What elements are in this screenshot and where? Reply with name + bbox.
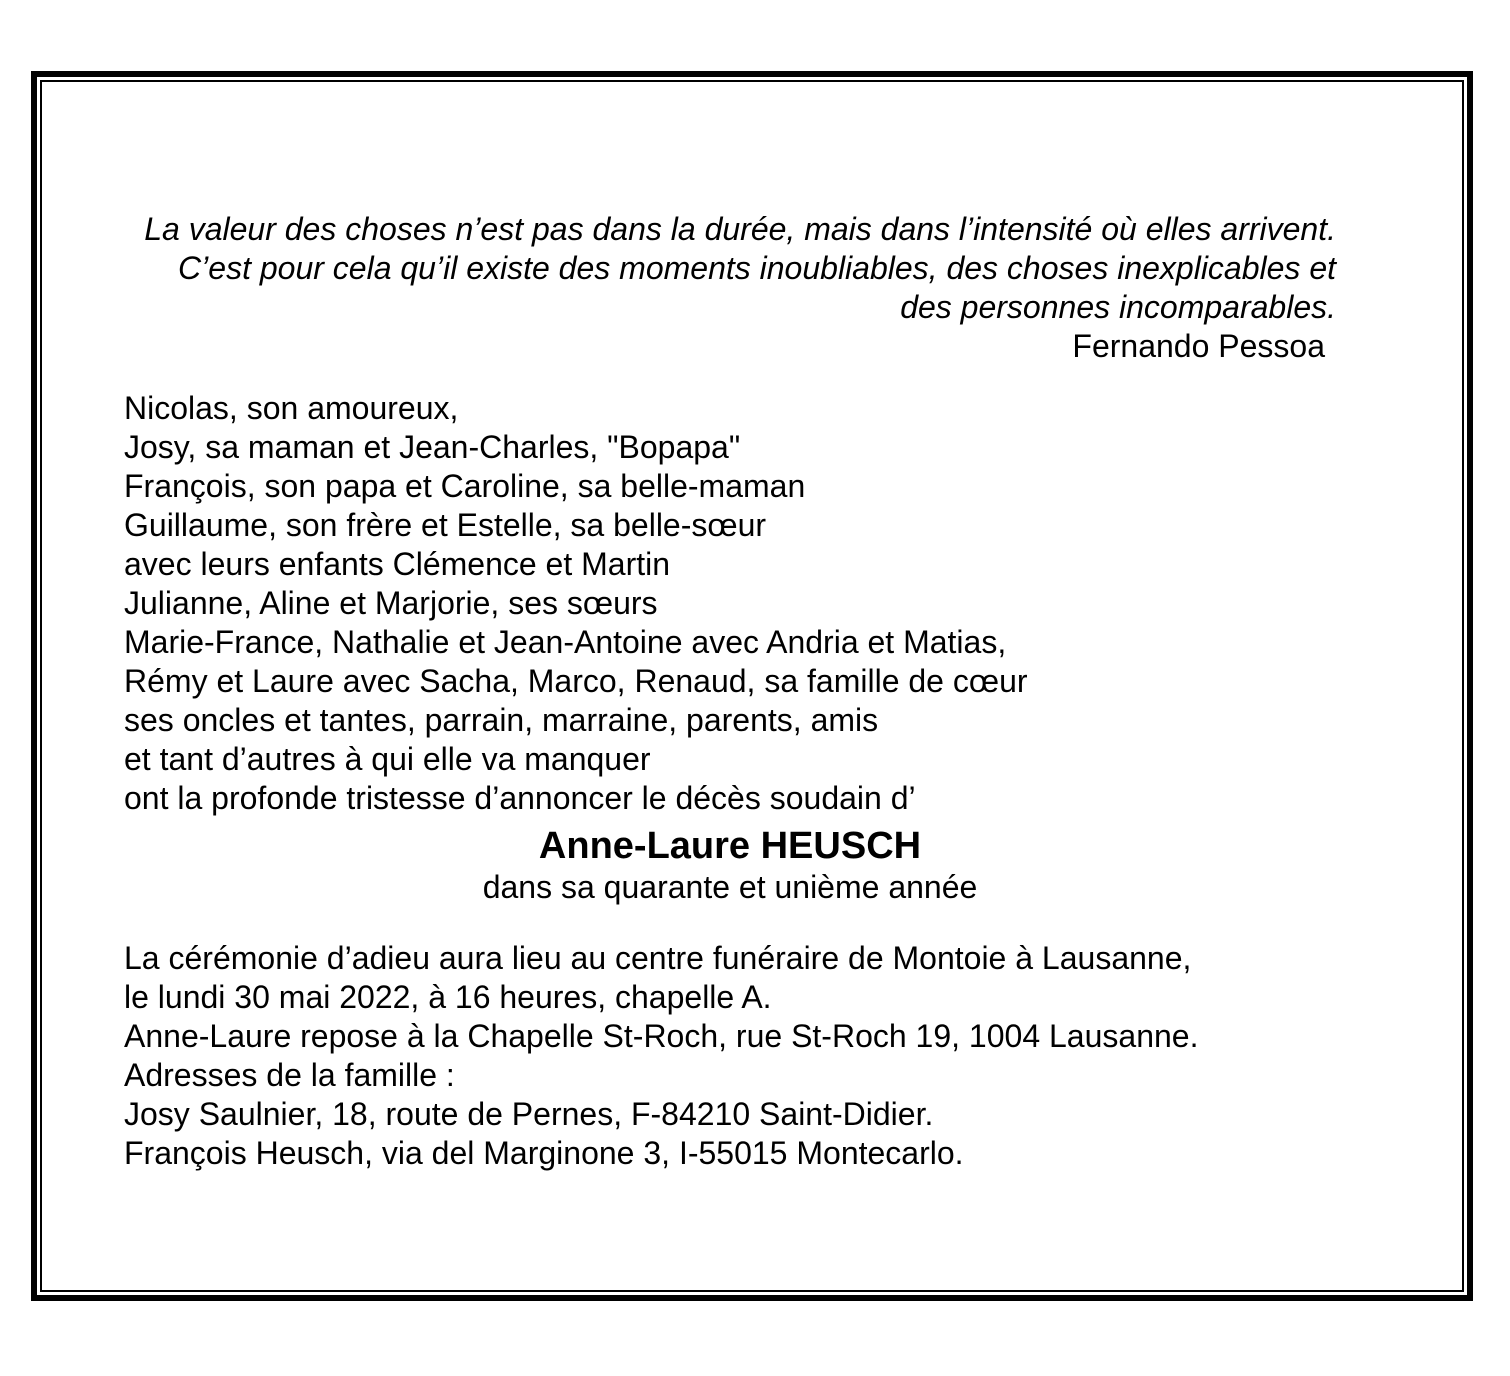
family-line: avec leurs enfants Clémence et Martin <box>124 546 671 582</box>
quote-line: C’est pour cela qu’il existe des moments inoubliables, des choses inexplicables et <box>178 250 1336 286</box>
ceremony-line: Anne-Laure repose à la Chapelle St-Roch, rue St-Roch 19, 1004 Lausanne. <box>124 1018 1199 1054</box>
ceremony-details <box>124 939 1336 1173</box>
quote-block <box>124 210 1336 366</box>
family-line: Nicolas, son amoureux, <box>124 390 459 426</box>
ceremony-line: Adresses de la famille : <box>124 1057 455 1093</box>
quote-line: La valeur des choses n’est pas dans la durée, mais dans l’intensité où elles arrivent. <box>144 211 1336 247</box>
family-line: et tant d’autres à qui elle va manquer <box>124 741 651 777</box>
deceased-age-line: dans sa quarante et unième année <box>482 869 978 905</box>
ceremony-line: le lundi 30 mai 2022, à 16 heures, chapelle A. <box>124 979 772 1015</box>
deceased-name: Anne-Laure HEUSCH <box>538 825 922 867</box>
family-line: ses oncles et tantes, parrain, marraine, parents, amis <box>124 702 879 738</box>
family-line: Guillaume, son frère et Estelle, sa belle-sœur <box>124 507 767 543</box>
double-border-frame <box>31 71 1473 1301</box>
family-list <box>124 389 1336 818</box>
family-line: Julianne, Aline et Marjorie, ses sœurs <box>124 585 658 621</box>
ceremony-line: Josy Saulnier, 18, route de Pernes, F-84210 Saint-Didier. <box>124 1096 934 1132</box>
family-line: ont la profonde tristesse d’annoncer le décès soudain d’ <box>124 780 916 816</box>
ceremony-line: François Heusch, via del Marginone 3, I-55015 Montecarlo. <box>124 1135 964 1171</box>
family-line: Marie-France, Nathalie et Jean-Antoine avec Andria et Matias, <box>124 624 1007 660</box>
family-line: Josy, sa maman et Jean-Charles, "Bopapa" <box>124 429 741 465</box>
family-line: Rémy et Laure avec Sacha, Marco, Renaud, sa famille de cœur <box>124 663 1028 699</box>
ceremony-line: La cérémonie d’adieu aura lieu au centre funéraire de Montoie à Lausanne, <box>124 940 1192 976</box>
inner-border-frame <box>40 80 1464 1292</box>
deceased-block <box>124 824 1336 907</box>
quote-line: des personnes incomparables. <box>900 289 1336 325</box>
quote-attribution: Fernando Pessoa <box>1072 328 1325 364</box>
family-line: François, son papa et Caroline, sa belle-maman <box>124 468 806 504</box>
